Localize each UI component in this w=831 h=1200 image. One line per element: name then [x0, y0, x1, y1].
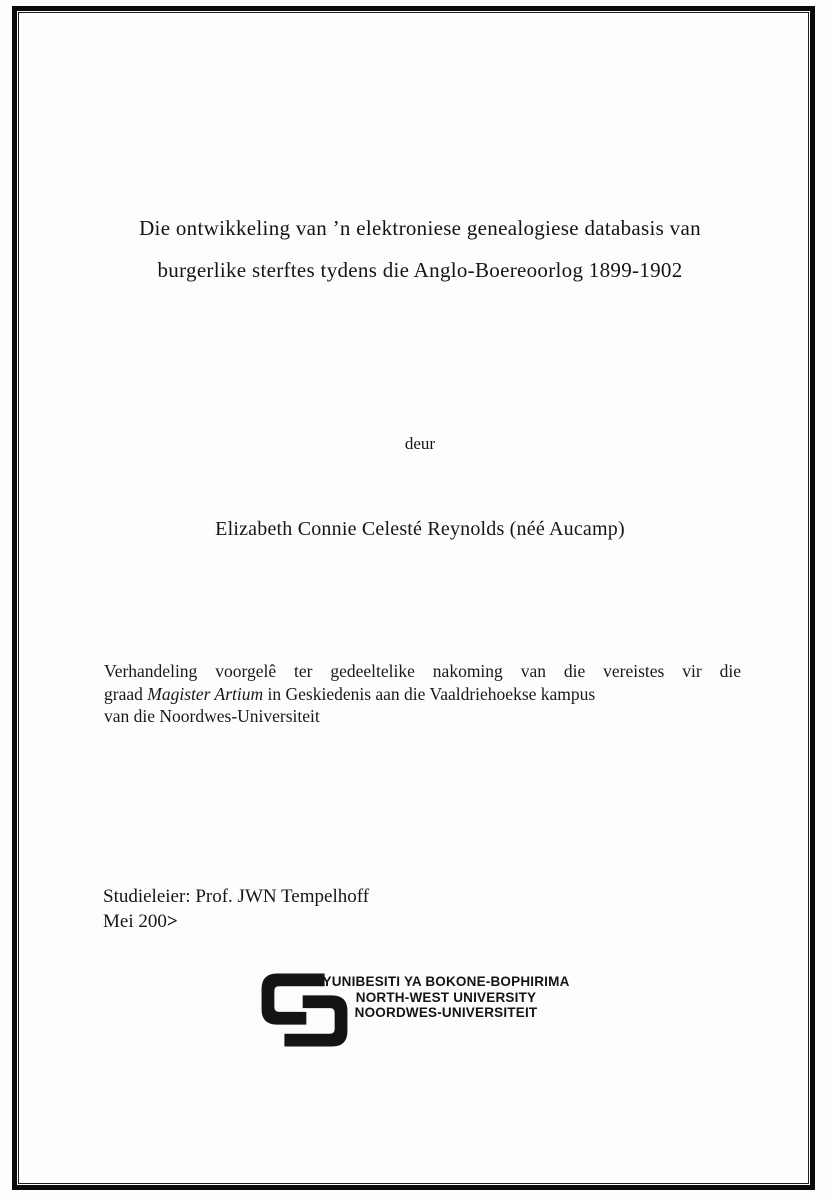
university-logo	[257, 969, 577, 1054]
supervisor-block	[103, 885, 369, 934]
thesis-title-line2: burgerlike sterftes tydens die Anglo-Boereoorlog 1899-1902	[157, 258, 683, 282]
author-name: Elizabeth Connie Celesté Reynolds (néé Aucamp)	[215, 518, 625, 540]
degree-statement-line2	[104, 683, 741, 706]
degree-name-italic: Magister Artium	[147, 683, 264, 704]
date-glyph-seven: >	[166, 910, 178, 932]
university-logo-wordmark	[320, 974, 572, 1021]
degree-statement-line3: van die Noordwes-Universiteit	[104, 706, 320, 726]
logo-name-setswana: YUNIBESITI YA BOKONE-BOPHIRIMA	[322, 974, 570, 989]
degree-statement-line1: Verhandeling voorgelê ter gedeeltelike nakoming van die vereistes vir die	[104, 661, 741, 681]
degree-statement-line2-suffix: in Geskiedenis aan die Vaaldriehoekse kampus	[263, 683, 596, 704]
logo-name-afrikaans: NOORDWES-UNIVERSITEIT	[354, 1005, 538, 1021]
logo-name-english: NORTH-WEST UNIVERSITY	[355, 989, 537, 1005]
thesis-title	[20, 207, 820, 291]
supervisor-line: Studieleier: Prof. JWN Tempelhoff	[103, 886, 370, 907]
date-line	[103, 910, 369, 935]
degree-statement	[104, 660, 741, 728]
thesis-title-line1: Die ontwikkeling van ’n elektroniese genealogiese databasis van	[139, 216, 701, 240]
date-prefix: Mei 200	[103, 910, 167, 932]
degree-statement-line2-prefix: graad	[104, 683, 148, 704]
byline: deur	[404, 434, 436, 453]
